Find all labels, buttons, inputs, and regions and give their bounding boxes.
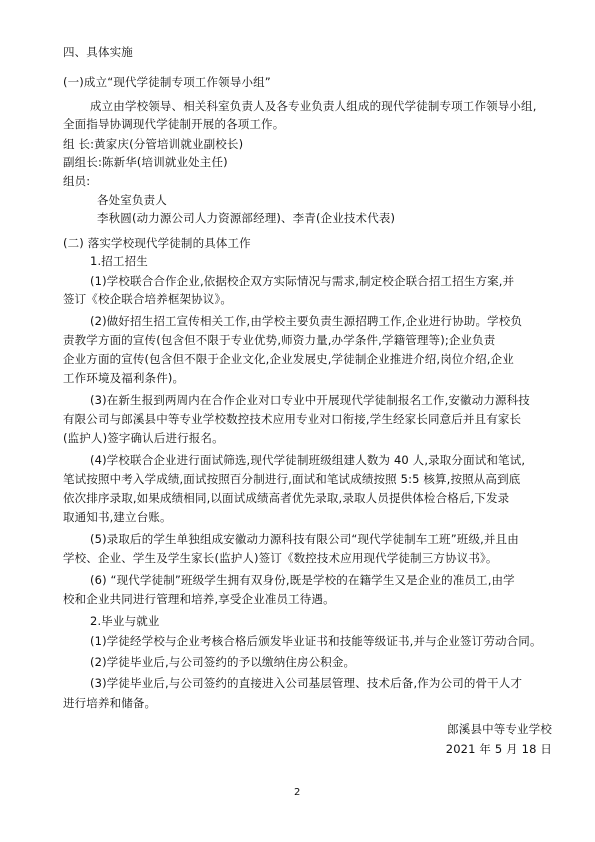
- graduation-item-3-line-2: 进行培养和储备。: [63, 696, 157, 710]
- item-2-line-1: (2)做好招生招工宣传相关工作,由学校主要负责生源招聘工作,企业进行协助。学校负: [90, 314, 523, 328]
- group-members-label: 组员:: [63, 174, 91, 188]
- section-title: 四、具体实施: [63, 45, 133, 59]
- graduation-item-1: (1)学徒经学校与企业考核合格后颁发毕业证书和技能等级证书,并与企业签订劳动合同。: [90, 634, 542, 648]
- part-1-title: 1.招工招生: [90, 254, 148, 268]
- graduation-item-3-line-1: (3)学徒毕业后,与公司签约的直接进入公司基层管理、技术后备,作为公司的骨干人才: [90, 676, 523, 690]
- item-4-line-3: 依次排序录取,如果成绩相同,以面试成绩高者优先录取,录取人员提供体检合格后,下发录: [63, 491, 510, 505]
- item-3-line-1: (3)在新生报到两周内在合作企业对口专业中开展现代学徒制报名工作,安徽动力源科技: [90, 393, 530, 407]
- signature-date: 2021 年 5 月 18 日: [445, 742, 552, 756]
- group-vice-leader: 副组长:陈新华(培训就业处主任): [63, 155, 228, 169]
- group-member-line-2: 李秋圆(动力源公司人力资源部经理)、李青(企业技术代表): [97, 211, 396, 225]
- item-4-line-2: 笔试按照中考入学成绩,面试按照百分制进行,面试和笔试成绩按照 5:5 核算,按照从高到底: [63, 472, 521, 486]
- item-2-line-2: 责教学方面的宣传(包含但不限于专业优势,师资力量,办学条件,学籍管理等);企业负责: [63, 333, 496, 347]
- item-6-line-2: 校和企业共同进行管理和培养,享受企业准员工待遇。: [63, 592, 335, 606]
- page-number: 2: [294, 787, 301, 798]
- group-member-line-1: 各处室负责人: [97, 193, 167, 207]
- group-leader: 组 长:黄家庆(分管培训就业副校长): [63, 137, 244, 151]
- subsection-2-heading: (二) 落实学校现代学徒制的具体工作: [63, 236, 251, 250]
- item-3-line-3: (监护人)签字确认后进行报名。: [63, 431, 224, 445]
- item-1-line-1: (1)学校联合合作企业,依据校企双方实际情况与需求,制定校企联合招工招生方案,并: [90, 274, 515, 288]
- subsection-1-para-line-1: 成立由学校领导、相关科室负责人及各专业负责人组成的现代学徒制专项工作领导小组,: [90, 99, 537, 113]
- item-2-line-4: 工作环境及福利条件)。: [63, 371, 185, 385]
- item-4-line-4: 取通知书,建立台账。: [63, 510, 172, 524]
- part-2-title: 2.毕业与就业: [90, 614, 160, 628]
- graduation-item-2: (2)学徒毕业后,与公司签约的予以缴纳住房公积金。: [90, 655, 356, 669]
- item-3-line-2: 有限公司与郎溪县中等专业学校数控技术应用专业对口衔接,学生经家长同意后并且有家长: [63, 412, 522, 426]
- item-5-line-2: 学校、企业、学生及学生家长(监护人)签订《数控技术应用现代学徒制三方协议书》。: [63, 551, 498, 565]
- subsection-1-heading: (一)成立“现代学徒制专项工作领导小组”: [63, 75, 271, 89]
- item-1-line-2: 签订《校企联合培养框架协议》。: [63, 292, 232, 306]
- item-2-line-3: 企业方面的宣传(包含但不限于企业文化,企业发展史,学徒制企业推进介绍,岗位介绍,企业: [63, 352, 514, 366]
- item-5-line-1: (5)录取后的学生单独组成安徽动力源科技有限公司“现代学徒制车工班”班级,并且由: [90, 532, 519, 546]
- item-4-line-1: (4)学校联合企业进行面试筛选,现代学徒制班级组建人数为 40 人,录取分面试和笔试,: [90, 453, 526, 467]
- signature-organization: 郎溪县中等专业学校: [447, 722, 552, 736]
- subsection-1-para-line-2: 全面指导协调现代学徒制开展的各项工作。: [63, 117, 285, 131]
- item-6-line-1: (6) “现代学徒制”班级学生拥有双身份,既是学校的在籍学生又是企业的准员工,由学: [90, 573, 515, 587]
